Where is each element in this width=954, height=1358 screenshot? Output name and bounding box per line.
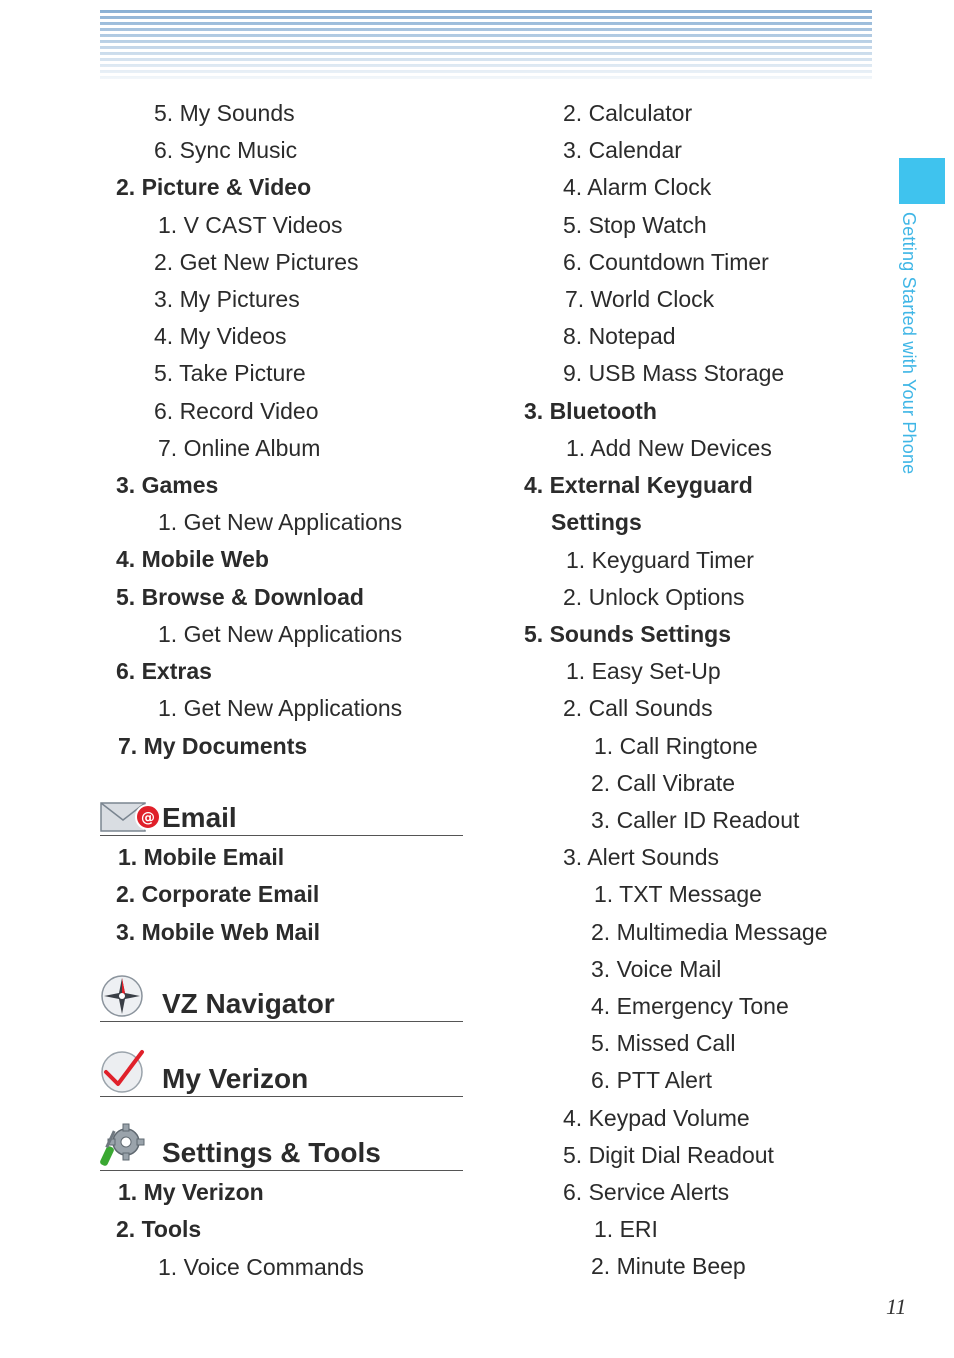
list-item: 1. Voice Commands <box>158 1254 364 1280</box>
page-number: 11 <box>886 1294 907 1319</box>
list-item: 5. Digit Dial Readout <box>563 1142 774 1168</box>
list-item: 8. Notepad <box>563 323 676 349</box>
list-item: 1. Add New Devices <box>566 435 772 461</box>
list-item: 2. Call Sounds <box>563 695 713 721</box>
list-item: 5. Take Picture <box>154 360 306 386</box>
list-item: 1. ERI <box>594 1216 658 1242</box>
list-item: 2. Unlock Options <box>563 584 745 610</box>
section-divider <box>100 1021 463 1022</box>
list-item: 1. Get New Applications <box>158 621 403 647</box>
list-item: 2. Call Vibrate <box>591 770 736 796</box>
list-item: 2. Get New Pictures <box>154 249 359 275</box>
list-item: 4. Alarm Clock <box>563 174 712 200</box>
list-item: 7. World Clock <box>565 286 715 312</box>
list-heading: 7. My Documents <box>118 733 308 759</box>
list-item: 6. Countdown Timer <box>563 249 769 275</box>
gear-screwdriver-icon <box>100 1116 146 1168</box>
section-divider <box>100 1096 463 1097</box>
list-item: 3. Calendar <box>563 137 682 163</box>
list-heading: 5. Sounds Settings <box>524 621 732 647</box>
list-heading: 3. Games <box>116 472 219 498</box>
list-item: 1. Get New Applications <box>158 509 403 535</box>
list-item: 6. Record Video <box>154 398 319 424</box>
list-item: 2. Multimedia Message <box>591 919 828 945</box>
list-item: 6. Service Alerts <box>563 1179 730 1205</box>
list-item: 6. PTT Alert <box>591 1067 713 1093</box>
list-item: 1. V CAST Videos <box>158 212 343 238</box>
list-heading: 3. Mobile Web Mail <box>116 919 321 945</box>
list-heading: 6. Extras <box>116 658 212 684</box>
section-divider <box>100 1170 463 1171</box>
list-item: 3. My Pictures <box>154 286 300 312</box>
list-item: 2. Minute Beep <box>591 1253 746 1279</box>
list-heading: 2. Picture & Video <box>116 174 312 200</box>
side-chapter-label: Getting Started with Your Phone <box>899 212 919 475</box>
section-title-email: Email <box>162 802 237 833</box>
list-item: 3. Voice Mail <box>591 956 722 982</box>
list-item: 5. My Sounds <box>154 100 295 126</box>
section-title-navigator: VZ Navigator <box>162 988 335 1019</box>
side-tab-marker <box>899 158 945 204</box>
list-heading: 2. Corporate Email <box>116 881 320 907</box>
list-heading: 2. Tools <box>116 1216 202 1242</box>
list-item: 3. Caller ID Readout <box>591 807 800 833</box>
list-heading: 1. Mobile Email <box>118 844 285 870</box>
list-heading: 4. Mobile Web <box>116 546 269 572</box>
compass-icon <box>100 974 144 1018</box>
list-item: 4. Keypad Volume <box>563 1105 750 1131</box>
list-item: 1. Easy Set-Up <box>566 658 721 684</box>
section-title-verizon: My Verizon <box>162 1063 309 1094</box>
checkmark-icon <box>100 1048 146 1094</box>
list-item: 1. TXT Message <box>594 881 762 907</box>
envelope-at-icon <box>100 800 162 834</box>
list-item: 1. Get New Applications <box>158 695 403 721</box>
list-item: 1. Keyguard Timer <box>566 547 754 573</box>
list-item: 4. Emergency Tone <box>591 993 789 1019</box>
list-item: 9. USB Mass Storage <box>563 360 785 386</box>
list-heading: 5. Browse & Download <box>116 584 364 610</box>
list-heading: 3. Bluetooth <box>524 398 657 424</box>
list-item: 3. Alert Sounds <box>563 844 719 870</box>
list-item: 6. Sync Music <box>154 137 298 163</box>
list-heading: Settings <box>551 509 642 535</box>
section-title-settings: Settings & Tools <box>162 1137 381 1168</box>
list-item: 7. Online Album <box>158 435 321 461</box>
header-stripe-band <box>100 10 872 80</box>
svg-text:@: @ <box>141 810 155 826</box>
list-item: 4. My Videos <box>154 323 287 349</box>
list-heading: 1. My Verizon <box>118 1179 264 1205</box>
list-item: 5. Stop Watch <box>563 212 707 238</box>
list-item: 5. Missed Call <box>591 1030 736 1056</box>
list-item: 1. Call Ringtone <box>594 733 758 759</box>
list-heading: 4. External Keyguard <box>524 472 753 498</box>
section-divider <box>100 835 463 836</box>
list-item: 2. Calculator <box>563 100 693 126</box>
